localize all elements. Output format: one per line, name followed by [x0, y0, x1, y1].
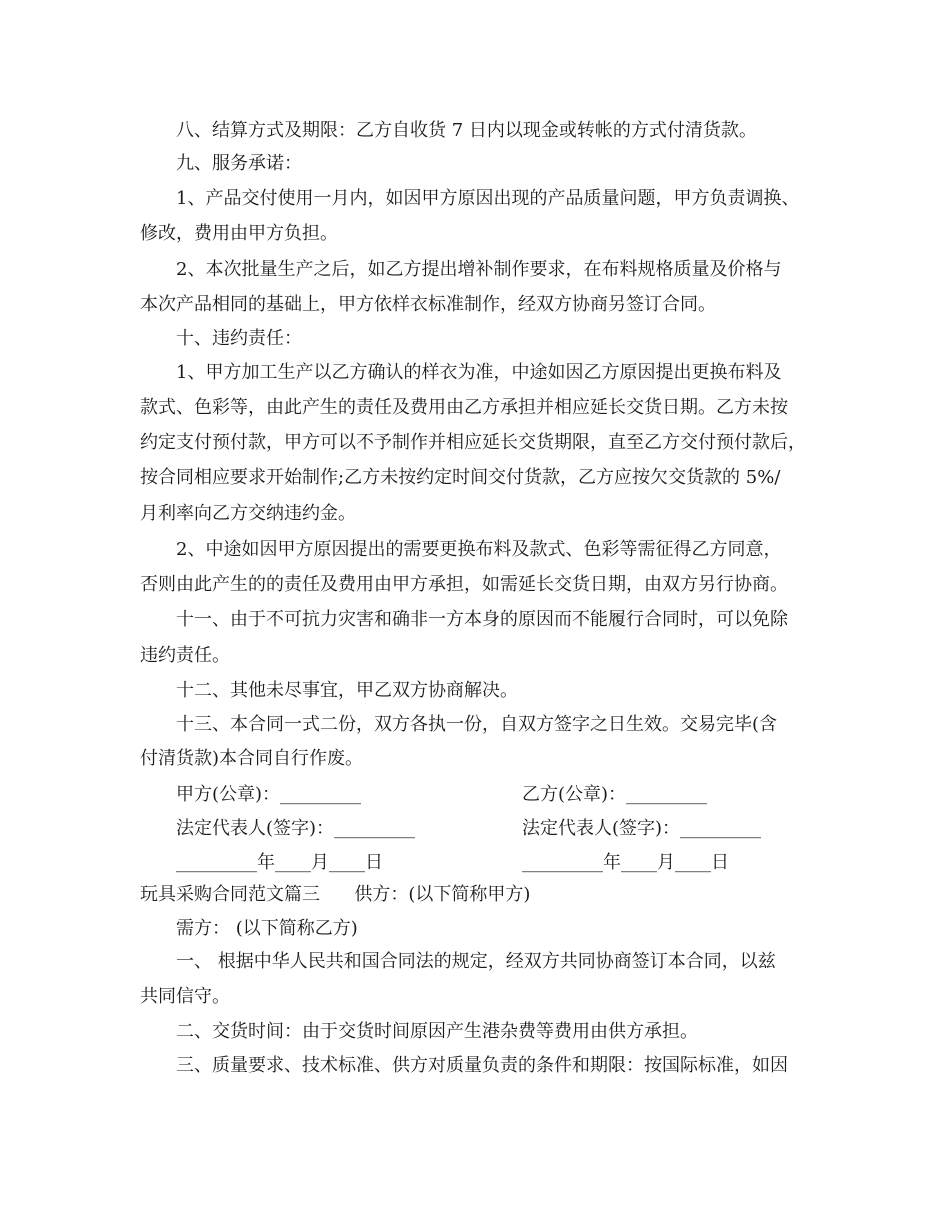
party-b-seal: 乙方(公章)：_________ — [522, 784, 708, 805]
party-a-seal: 甲方(公章)：_________ — [176, 784, 362, 805]
paragraph-line: 八、结算方式及期限：乙方自收货 7 日内以现金或转帐的方式付清货款。 — [176, 120, 757, 141]
paragraph-line: 一、 根据中华人民共和国合同法的规定，经双方共同协商签订本合同，以兹 — [176, 951, 776, 972]
paragraph-line: 月利率向乙方交纳违约金。 — [140, 503, 356, 524]
paragraph-line: 十三、本合同一式二份，双方各执一份，自双方签字之日生效。交易完毕(含 — [176, 714, 778, 735]
paragraph-line: 三、质量要求、技术标准、供方对质量负责的条件和期限：按国际标准，如因 — [176, 1055, 788, 1076]
paragraph-line: 十二、其他未尽事宜，甲乙双方协商解决。 — [176, 680, 518, 701]
paragraph-line: 付清货款)本合同自行作废。 — [140, 748, 364, 769]
party-a-date: _________年____月____日 — [176, 852, 383, 873]
paragraph-line: 1、甲方加工生产以乙方确认的样衣为准，中途如因乙方原因提出更换布料及 — [176, 362, 782, 383]
party-a-representative: 法定代表人(签字)：_________ — [176, 818, 416, 839]
paragraph-line: 十一、由于不可抗力灾害和确非一方本身的原因而不能履行合同时，可以免除 — [176, 609, 788, 630]
paragraph-line: 本次产品相同的基础上，甲方依样衣标准制作，经双方协商另签订合同。 — [140, 294, 716, 315]
section-heading: 九、服务承诺： — [176, 153, 302, 174]
paragraph-line: 1、产品交付使用一月内，如因甲方原因出现的产品质量问题，甲方负责调换、 — [176, 188, 800, 209]
paragraph-line: 按合同相应要求开始制作;乙方未按约定时间交付货款，乙方应按欠交货款的 5%/ — [140, 467, 781, 488]
paragraph-line: 需方： (以下简称乙方) — [176, 918, 358, 939]
paragraph-line: 违约责任。 — [140, 645, 230, 666]
paragraph-line: 否则由此产生的的责任及费用由甲方承担，如需延长交货日期，由双方另行协商。 — [140, 574, 788, 595]
paragraph-line: 修改，费用由甲方负担。 — [140, 223, 338, 244]
section-heading: 十、违约责任： — [176, 328, 302, 349]
paragraph-line: 约定支付预付款，甲方可以不予制作并相应延长交货期限，直至乙方交付预付款后， — [140, 432, 806, 453]
paragraph-line: 款式、色彩等，由此产生的责任及费用由乙方承担并相应延长交货日期。乙方未按 — [140, 397, 788, 418]
party-b-date: _________年____月____日 — [522, 852, 729, 873]
party-b-representative: 法定代表人(签字)：_________ — [522, 818, 762, 839]
paragraph-line: 二、交货时间：由于交货时间原因产生港杂费等费用由供方承担。 — [176, 1021, 698, 1042]
contract-title-line: 玩具采购合同范文篇三 供方：(以下简称甲方) — [140, 884, 531, 905]
paragraph-line: 2、本次批量生产之后，如乙方提出增补制作要求，在布料规格质量及价格与 — [176, 259, 782, 280]
paragraph-line: 2、中途如因甲方原因提出的需要更换布料及款式、色彩等需征得乙方同意， — [176, 539, 782, 560]
paragraph-line: 共同信守。 — [140, 986, 230, 1007]
